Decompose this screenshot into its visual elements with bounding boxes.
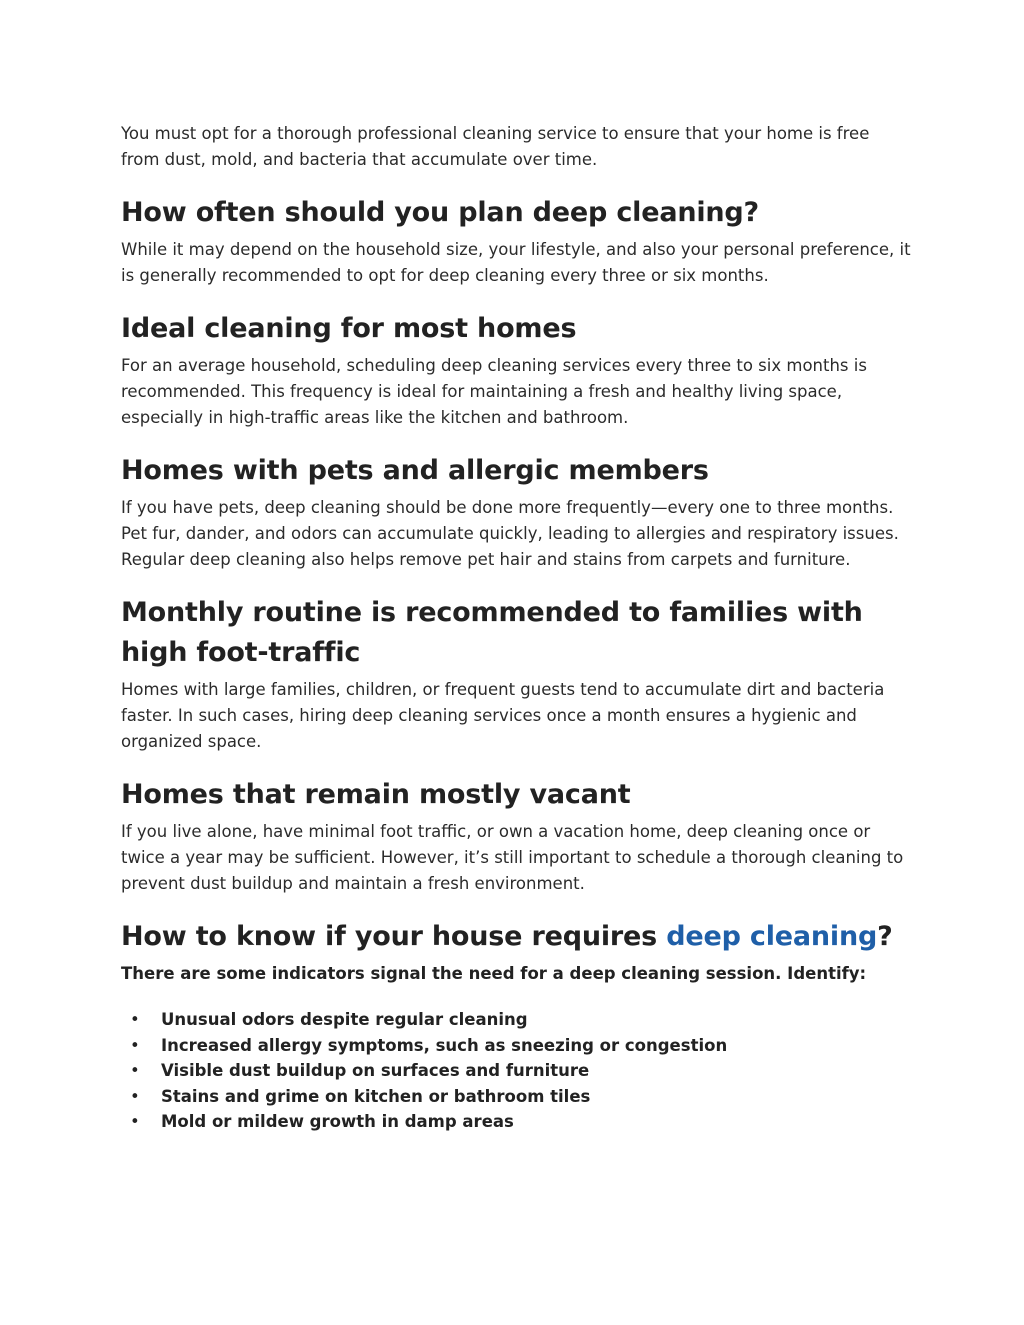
section-heading: How often should you plan deep cleaning? xyxy=(121,197,760,228)
heading-suffix: ? xyxy=(877,921,893,952)
section-heading: Monthly routine is recommended to families with high foot-traffic xyxy=(121,597,863,668)
section-heading: Homes with pets and allergic members xyxy=(121,455,709,486)
list-item: • Visible dust buildup on surfaces and furniture xyxy=(121,1058,911,1084)
section-paragraph: Homes with large families, children, or frequent guests tend to accumulate dirt and bacteria faster. In such cases, hiring deep cleaning services once a month ensures a hygienic and organized space. xyxy=(121,680,885,751)
heading-text: How to know if your house requires xyxy=(121,921,667,952)
section-paragraph: If you have pets, deep cleaning should be done more frequently—every one to three months. Pet fur, dander, and odors can accumulate quickly, leading to allergies and respiratory issues. Regular deep cleaning also helps remove pet hair and stains from carpets and furniture. xyxy=(121,498,899,569)
list-item: • Mold or mildew growth in damp areas xyxy=(121,1109,911,1135)
deep-cleaning-link[interactable]: deep cleaning xyxy=(666,921,878,952)
intro-paragraph: You must opt for a thorough professional cleaning service to ensure that your home is free from dust, mold, and bacteria that accumulate over time. xyxy=(121,124,870,169)
list-item: • Unusual odors despite regular cleaning xyxy=(121,1007,911,1033)
list-item: • Stains and grime on kitchen or bathroom tiles xyxy=(121,1084,911,1110)
section-heading: Homes that remain mostly vacant xyxy=(121,779,631,810)
indicators-list xyxy=(121,1007,911,1135)
section-deep-cleaning-frequency xyxy=(121,193,911,289)
section-ideal-cleaning xyxy=(121,309,911,431)
section-monthly-routine xyxy=(121,593,911,755)
section-vacant-homes xyxy=(121,775,911,897)
list-item: • Increased allergy symptoms, such as sneezing or congestion xyxy=(121,1033,911,1059)
section-paragraph: If you live alone, have minimal foot traffic, or own a vacation home, deep cleaning once or twice a year may be sufficient. However, it’s still important to schedule a thorough cleaning to prevent dust buildup and maintain a fresh environment. xyxy=(121,822,904,893)
section-indicators xyxy=(121,917,911,1135)
document-page xyxy=(121,121,911,1135)
section-heading: Ideal cleaning for most homes xyxy=(121,313,577,344)
section-pets-allergic xyxy=(121,451,911,573)
indicators-lead: There are some indicators signal the need for a deep cleaning session. Identify: xyxy=(121,964,867,983)
section-paragraph: While it may depend on the household size, your lifestyle, and also your personal preference, it is generally recommended to opt for deep cleaning every three or six months. xyxy=(121,240,911,285)
section-heading xyxy=(121,917,911,957)
section-paragraph: For an average household, scheduling deep cleaning services every three to six months is recommended. This frequency is ideal for maintaining a fresh and healthy living space, especially in high-traffic areas like the kitchen and bathroom. xyxy=(121,356,867,427)
